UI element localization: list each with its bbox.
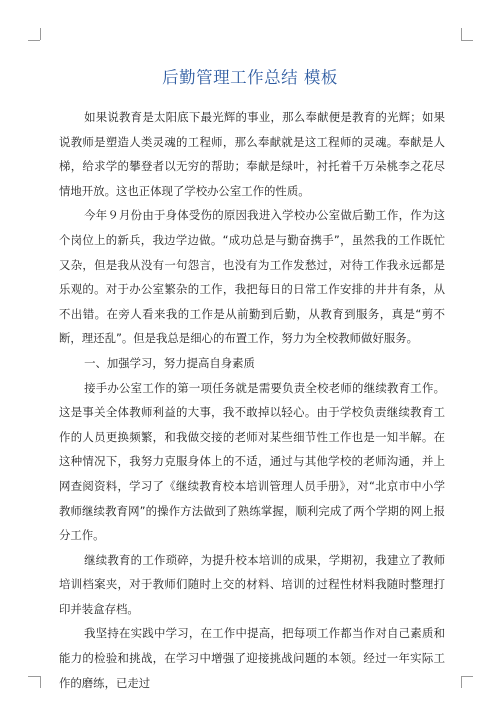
paragraph-practice-learning: 我坚持在实践中学习，在工作中提高，把每项工作都当作对自己素质和能力的检验和挑战，在学习中增强了迎接挑战问题的本领。经过一年实际工作的磨练，已走过 xyxy=(59,626,445,690)
paragraph-experience: 今年９月份由于身体受伤的原因我进入学校办公室做后勤工作，作为这个岗位上的新兵，我边学边做。“成功总是与勤奋携手”，虽然我的工作既忙又杂，但是我从没有一句怨言，也没有为工作发愁过，对待工作我永远都是乐观的。对于办公室繁杂的工作，我把每日的日常工作安排的井井有条，从不出错。在旁人看来我的工作是从前勤到后勤，从教育到服务，真是“剪不断，理还乱”。但是我总是细心的布置工作，努力为全校教师做好服务。 xyxy=(59,208,445,346)
document-body xyxy=(59,105,445,695)
paragraph-continuing-education: 接手办公室工作的第一项任务就是需要负责全校老师的继续教育工作。这是事关全体教师利益的大事，我不敢掉以轻心。由于学校负责继续教育工作的人员更换频繁，和我做交接的老师对某些细节性工作也是一知半解。在这种情况下，我努力克服身体上的不适，通过与其他学校的老师沟通，并上网查阅资料，学习了《继续教育校本培训管理人员手册》，对“北京市中小学教师继续教育网”的操作方法做到了熟练掌握，顺利完成了两个学期的网上报分工作。 xyxy=(59,380,445,543)
section-heading-1: 一、加强学习，努力提高自身素质 xyxy=(84,355,255,370)
document-title: 后勤管理工作总结 模板 xyxy=(162,68,338,87)
paragraph-training-archive: 继续教育的工作琐碎，为提升校本培训的成果，学期初，我建立了教师培训档案夹，对于教师们随时上交的材料、培训的过程性材料我随时整理打印并装盒存档。 xyxy=(59,552,445,616)
paragraph-intro: 如果说教育是太阳底下最光辉的事业，那么奉献便是教育的光辉；如果说教师是塑造人类灵魂的工程师，那么奉献就是这工程师的灵魂。奉献是人梯，给求学的攀登者以无穷的帮助；奉献是绿叶，衬托着千万朵桃李之花尽情地开放。这也正体现了学校办公室工作的性质。 xyxy=(59,110,445,198)
